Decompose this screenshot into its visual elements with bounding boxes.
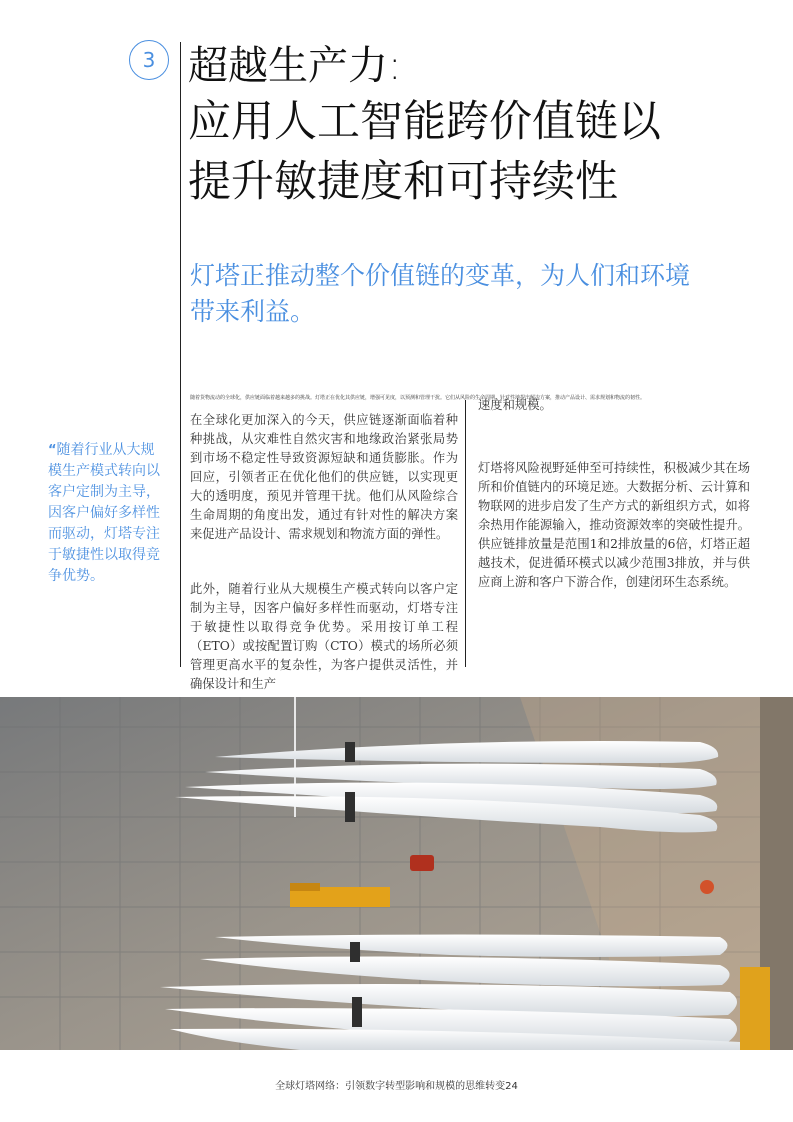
quote-mark-icon: “ [48,443,57,458]
section-number-badge: 3 [129,40,169,80]
vertical-divider [180,42,181,667]
body-paragraph: 灯塔将风险视野延伸至可持续性，积极减少其在场所和价值链内的环境足迹。大数据分析、云计算和物联网的进步启发了生产方式的新组织方式，如将余热用作能源输入，推动资源效率的突破性提升。供应链排放量是范围1和2排放量的6倍，灯塔正超越技术，促进循环模式以减少范围3排放，并与供应商上游和客户下游合作，创建闭环生态系统。 [478,461,750,589]
body-paragraph: 速度和规模。 [478,398,552,412]
subtitle: 灯塔正推动整个价值链的变革，为人们和环境 带来利益。 [190,261,691,326]
page-footer: 全球灯塔网络：引领数字转型影响和规模的思维转变24 [275,1081,518,1092]
column-divider [465,400,466,667]
pull-quote: “随着行业从大规模生产模式转向以客户定制为主导，因客户偏好多样性而驱动，灯塔专注于敏捷性以取得竞争优势。 [48,442,160,584]
body-paragraph: 在全球化更加深入的今天，供应链逐渐面临着种种挑战，从灾难性自然灾害和地缘政治紧张局势到市场不稳定性导致资源短缺和通货膨胀。作为回应，引领者正在优化他们的供应链，以实现更大的透明度，预见并管理干扰。他们从风险综合生命周期的角度出发，通过有针对性的解决方案来促进产品设计、需求规划和物流方面的弹性。 [190,413,458,541]
intro-small-text: 随着货物流动的全球化，供应链面临着越来越多的挑战。灯塔正在优化其供应链，增强可见度，以预测和管理干扰。它们从风险的生命周期，针对性地提出解决方案，推动产品设计、需求规划和物流的韧性。 [190,395,646,401]
wind-turbine-blades-photo [0,697,793,1050]
body-paragraph: 此外，随着行业从大规模生产模式转向以客户定制为主导，因客户偏好多样性而驱动，灯塔专注于敏捷性以取得竞争优势。采用按订单工程（ETO）或按配置订购（CTO）模式的场所必须管理更高水平的复杂性，为客户提供灵活性，并确保设计和生产 [190,582,458,691]
page-title: 超越生产力: 应用人工智能跨价值链以 提升敏捷度和可持续性 [188,43,661,207]
